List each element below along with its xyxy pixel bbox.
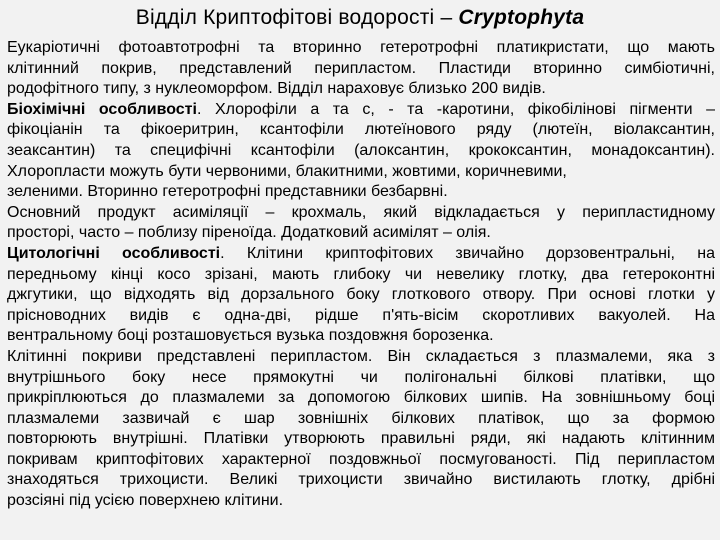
text-line bbox=[7, 306, 715, 327]
slide-title bbox=[0, 5, 720, 31]
text-line bbox=[7, 38, 715, 59]
text-line bbox=[7, 141, 715, 162]
text-line bbox=[7, 100, 715, 121]
text-line bbox=[7, 223, 715, 244]
text-line bbox=[7, 244, 715, 265]
line-text: повторюють внутрішні. Платівки утворюють правильні ряди, які надають клітинним bbox=[7, 430, 715, 448]
section-heading: Цитологічні особливості bbox=[7, 244, 221, 262]
line-text: вентральному боці розташовується вузька поздовжня борозенка. bbox=[7, 327, 494, 345]
line-text: плазмалеми зазвичай є шар зовнішніх білкових платівок, що за формою bbox=[7, 409, 715, 427]
line-text: внутрішнього боку несе прямокутні чи полігональні білкові платівки, що bbox=[7, 368, 715, 386]
line-text: Клітинні покриви представлені перипластом. Він складається з плазмалеми, яка з bbox=[7, 347, 715, 365]
text-line bbox=[7, 285, 715, 306]
line-text: зеленими. Вторинно гетеротрофні представники безбарвні. bbox=[7, 183, 448, 201]
line-text: джгутики, що відходять від дорзального боку глоткового отвору. При основі глотки у bbox=[7, 286, 715, 304]
line-text: . Хлорофіли а та с, - та -каротини, фікобілінові пігменти – bbox=[196, 100, 716, 118]
line-text: розсіяні під усією поверхнею клітини. bbox=[7, 492, 284, 510]
text-line bbox=[7, 182, 715, 203]
text-line bbox=[7, 368, 715, 389]
line-text: клітинний покрив, представлений перипластом. Пластиди вторинно симбіотичні, bbox=[7, 59, 715, 77]
text-line bbox=[7, 450, 715, 471]
text-line bbox=[7, 203, 715, 224]
text-line bbox=[7, 79, 715, 100]
text-line bbox=[7, 162, 715, 183]
slide-title-main: Відділ Криптофітові водорості – bbox=[135, 6, 459, 29]
line-text: Хлоропласти можуть бути червоними, блакитними, жовтими, коричневими, bbox=[7, 162, 567, 180]
line-text: покривам криптофітових характерної поздовжньої посмугованості. Під перипластом bbox=[7, 450, 715, 468]
text-line bbox=[7, 470, 715, 491]
text-line bbox=[7, 388, 715, 409]
section-heading: Біохімічні особливості bbox=[7, 100, 197, 118]
text-line bbox=[7, 59, 715, 80]
body-text bbox=[7, 38, 715, 512]
line-text: передньому кінці косо зрізані, мають глибоку чи невелику глотку, два гетероконтні bbox=[7, 265, 715, 283]
text-line bbox=[7, 491, 715, 512]
line-text: прикріплюються до плазмалеми за допомогою білкових шипів. На зовнішньому боці bbox=[7, 389, 715, 407]
line-text: зеаксантин) та специфічні ксантофіли (алоксантин, крококсантин, монадоксантин). bbox=[7, 141, 715, 159]
text-line bbox=[7, 120, 715, 141]
line-text: знаходяться трихоцисти. Великі трихоцисти звичайно вистилають глотку, дрібні bbox=[7, 471, 715, 489]
line-text: . Клітини криптофітових звичайно дорзовентральні, на bbox=[220, 244, 715, 262]
text-line bbox=[7, 409, 715, 430]
text-line bbox=[7, 429, 715, 450]
line-text: прісноводних видів є одна-дві, рідше п'ять-вісім скоротливих вакуолей. На bbox=[7, 306, 715, 324]
line-text: Основний продукт асиміляції – крохмаль, який відкладається у перипластидному bbox=[7, 203, 715, 221]
line-text: фікоціанін та фікоеритрин, ксантофіли лютеїнового ряду (лютеїн, віолаксантин, bbox=[7, 121, 715, 139]
line-text: Еукаріотичні фотоавтотрофні та вторинно гетеротрофні платикристати, що мають bbox=[7, 39, 715, 56]
line-text: родофітного типу, з нуклеоморфом. Відділ нараховує близько 200 видів. bbox=[7, 80, 546, 98]
text-line bbox=[7, 265, 715, 286]
line-text: просторі, часто – поблизу піреноїда. Додатковий асимілят – олія. bbox=[7, 224, 491, 242]
slide-title-latin: Cryptophyta bbox=[458, 6, 585, 29]
text-line bbox=[7, 347, 715, 368]
text-line bbox=[7, 326, 715, 347]
